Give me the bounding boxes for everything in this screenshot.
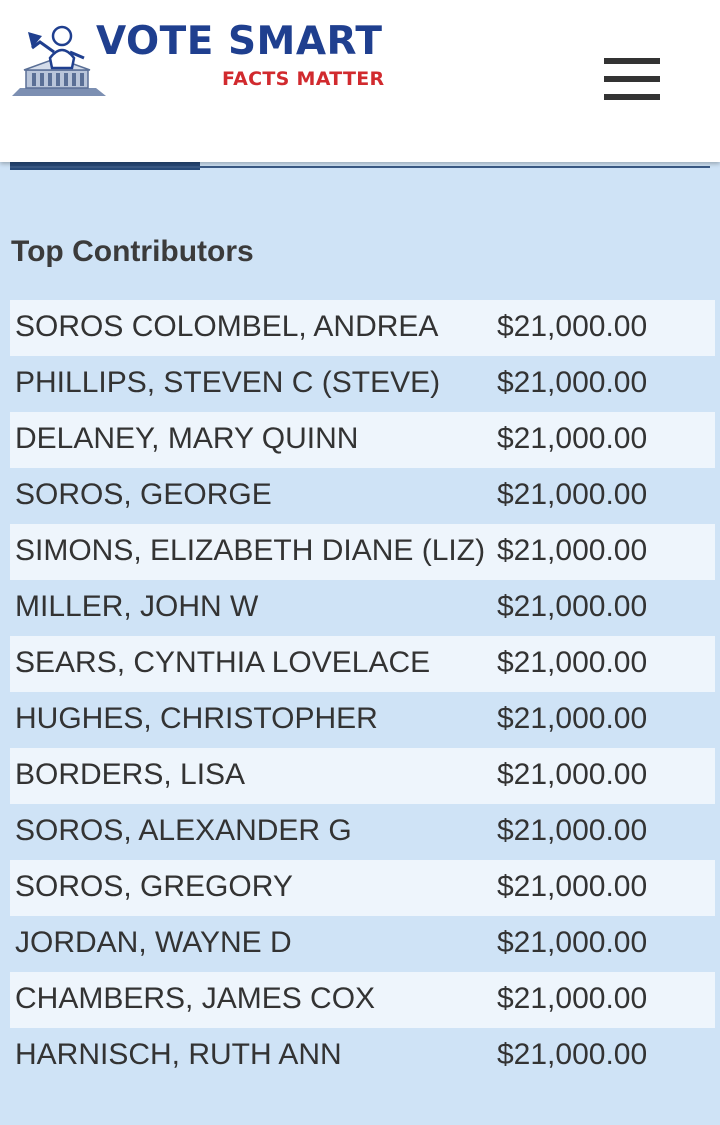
contributor-name: CHAMBERS, JAMES COX: [10, 972, 492, 1028]
contributor-name: PHILLIPS, STEVEN C (STEVE): [10, 356, 492, 412]
contributor-name: BORDERS, LISA: [10, 748, 492, 804]
contribution-amount: $21,000.00: [492, 412, 715, 468]
capitol-mascot-icon: [10, 18, 108, 98]
contributor-name: HARNISCH, RUTH ANN: [10, 1028, 492, 1084]
contribution-amount: $21,000.00: [492, 636, 715, 692]
table-row: [10, 916, 715, 972]
section-title: Top Contributors: [11, 235, 254, 268]
table-row: [10, 636, 715, 692]
site-header: [0, 0, 720, 162]
table-row: [10, 972, 715, 1028]
contribution-amount: $21,000.00: [492, 524, 715, 580]
contribution-amount: $21,000.00: [492, 300, 715, 356]
contribution-amount: $21,000.00: [492, 356, 715, 412]
tabs-divider: [10, 166, 710, 168]
table-row: [10, 468, 715, 524]
top-contributors-table: [10, 300, 715, 1084]
logo-title: VOTE SMART: [96, 19, 383, 64]
contributor-name: HUGHES, CHRISTOPHER: [10, 692, 492, 748]
table-row: [10, 412, 715, 468]
contribution-amount: $21,000.00: [492, 748, 715, 804]
table-row: [10, 300, 715, 356]
contribution-amount: $21,000.00: [492, 468, 715, 524]
contributor-name: SOROS, GEORGE: [10, 468, 492, 524]
table-row: [10, 860, 715, 916]
hamburger-menu-button[interactable]: [596, 54, 666, 108]
contributor-name: JORDAN, WAYNE D: [10, 916, 492, 972]
table-row: [10, 580, 715, 636]
hamburger-menu-icon-bar: [604, 94, 660, 100]
contributor-name: SOROS, ALEXANDER G: [10, 804, 492, 860]
contribution-amount: $21,000.00: [492, 580, 715, 636]
table-row: [10, 692, 715, 748]
logo-tagline: FACTS MATTER: [222, 68, 385, 90]
contribution-amount: $21,000.00: [492, 804, 715, 860]
hamburger-menu-icon: [604, 58, 660, 64]
table-row: [10, 1028, 715, 1084]
vote-smart-logo[interactable]: [10, 14, 410, 100]
table-row: [10, 748, 715, 804]
table-row: [10, 804, 715, 860]
contributor-name: DELANEY, MARY QUINN: [10, 412, 492, 468]
contributor-name: SIMONS, ELIZABETH DIANE (LIZ): [10, 524, 492, 580]
contribution-amount: $21,000.00: [492, 692, 715, 748]
contribution-amount: $21,000.00: [492, 1028, 715, 1084]
table-row: [10, 356, 715, 412]
contributor-name: MILLER, JOHN W: [10, 580, 492, 636]
hamburger-menu-icon-bar: [604, 76, 660, 82]
contribution-amount: $21,000.00: [492, 916, 715, 972]
table-row: [10, 524, 715, 580]
contribution-amount: $21,000.00: [492, 972, 715, 1028]
contribution-amount: $21,000.00: [492, 860, 715, 916]
contributor-name: SOROS COLOMBEL, ANDREA: [10, 300, 492, 356]
contributor-name: SOROS, GREGORY: [10, 860, 492, 916]
contributor-name: SEARS, CYNTHIA LOVELACE: [10, 636, 492, 692]
